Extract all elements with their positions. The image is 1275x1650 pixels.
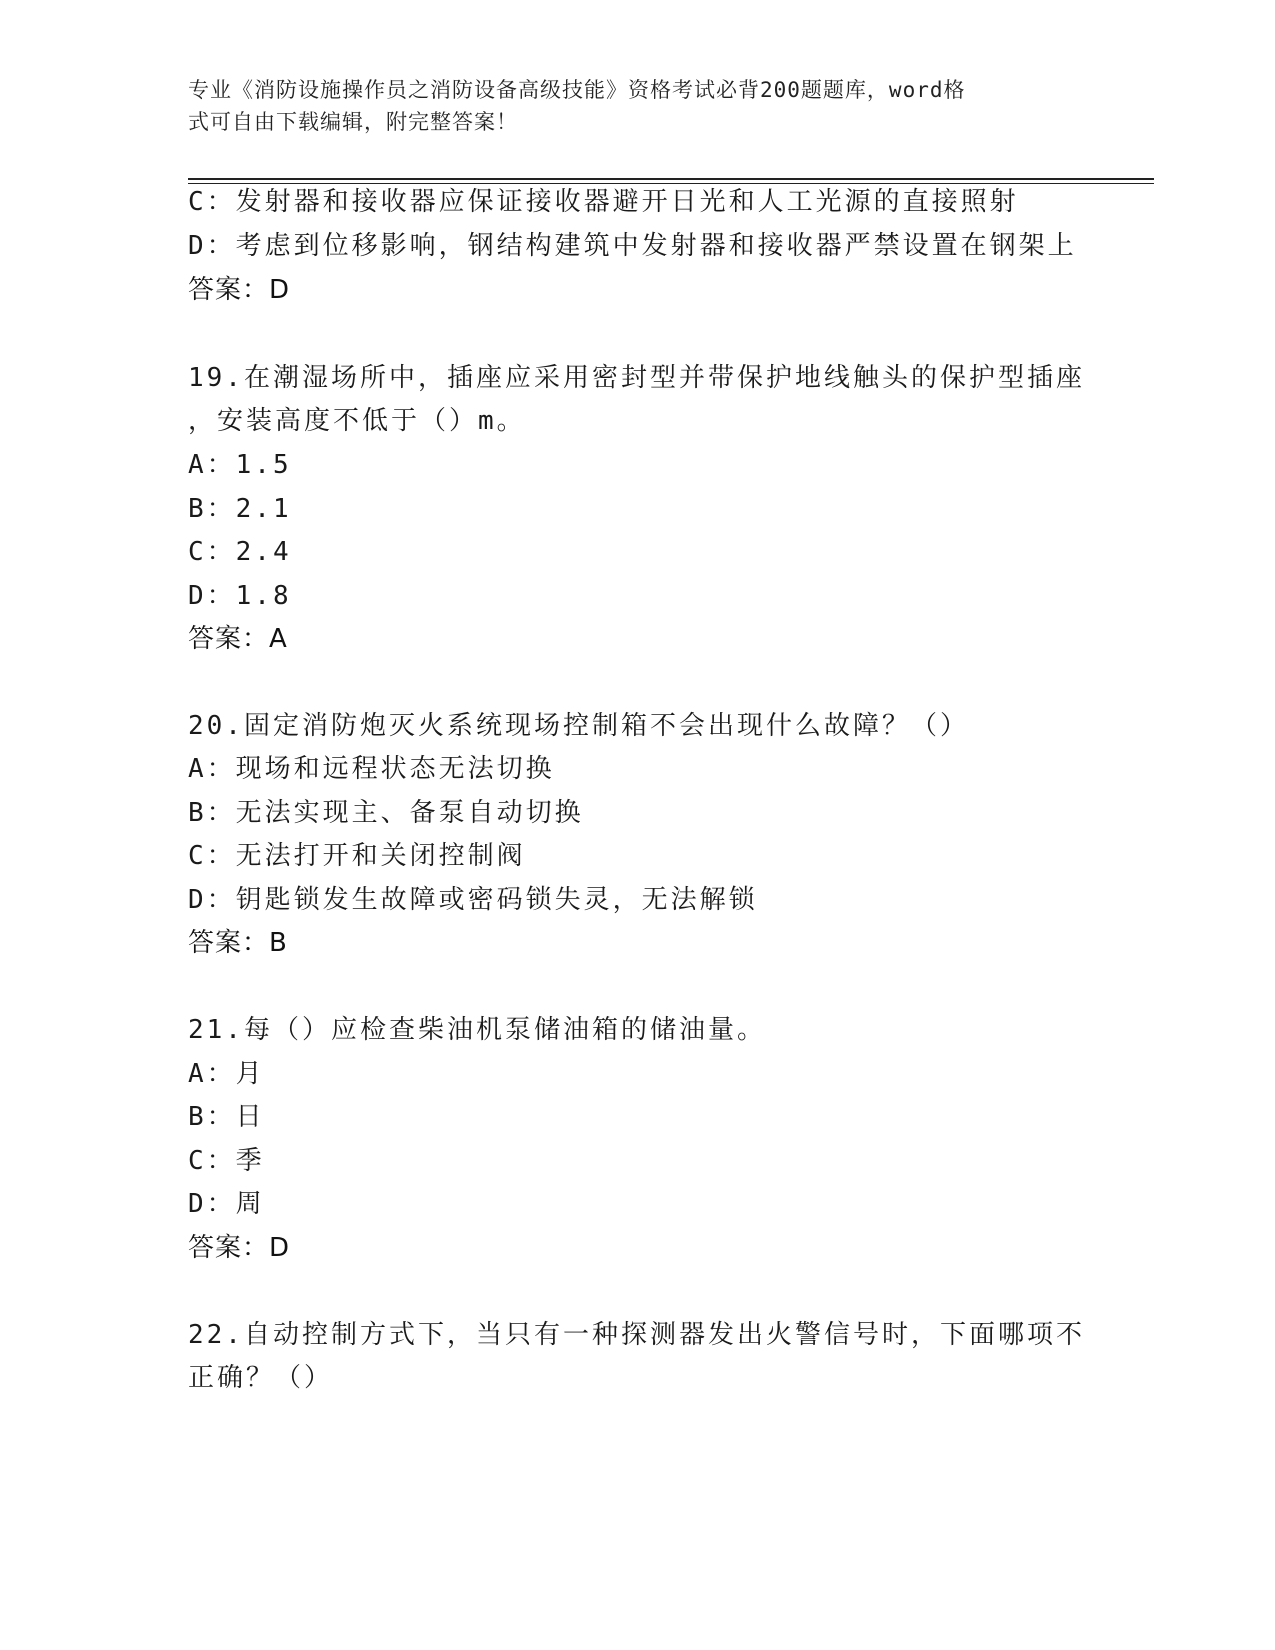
q20-stem-line-1: 20.固定消防炮灭火系统现场控制箱不会出现什么故障？（） (188, 711, 969, 741)
q21-option-b: B：日 (188, 1102, 265, 1132)
answer-label: 答案： (188, 624, 270, 654)
q21-option-d: D：周 (188, 1189, 265, 1219)
q19-option-a: A：1.5 (188, 450, 292, 480)
q22-stem-line-1: 22.自动控制方式下，当只有一种探测器发出火警信号时，下面哪项不 (188, 1320, 1085, 1350)
q20-option-b: B：无法实现主、备泵自动切换 (188, 798, 584, 828)
header-line-1: 专业《消防设施操作员之消防设备高级技能》资格考试必背200题题库，word格 (188, 78, 966, 102)
answer-value: A (269, 624, 287, 654)
answer-label: 答案： (188, 275, 270, 305)
q21-option-c: C：季 (188, 1146, 265, 1176)
answer-value: B (269, 928, 287, 958)
q19-stem-line-1: 19.在潮湿场所中，插座应采用密封型并带保护地线触头的保护型插座 (188, 363, 1085, 393)
answer-label: 答案： (188, 928, 270, 958)
q21-answer (188, 1232, 289, 1264)
q20-answer (188, 927, 287, 959)
q19-stem-line-2: ，安装高度不低于（）m。 (188, 406, 526, 436)
q20-option-d: D：钥匙锁发生故障或密码锁失灵，无法解锁 (188, 885, 758, 915)
answer-value: D (269, 275, 290, 305)
answer-value: D (269, 1233, 290, 1263)
prev-answer (188, 274, 289, 306)
q22-stem-line-2: 正确？（） (188, 1363, 334, 1393)
q19-option-d: D：1.8 (188, 581, 292, 611)
document-header (188, 74, 1068, 138)
q20-option-a: A：现场和远程状态无法切换 (188, 754, 555, 784)
q21-stem-line-1: 21.每（）应检查柴油机泵储油箱的储油量。 (188, 1015, 766, 1045)
q20-option-c: C：无法打开和关闭控制阀 (188, 841, 526, 871)
answer-label: 答案： (188, 1233, 270, 1263)
q19-option-c: C：2.4 (188, 537, 292, 567)
q21-option-a: A：月 (188, 1059, 265, 1089)
header-divider (188, 178, 1154, 180)
header-divider-thin (188, 183, 1154, 184)
q19-answer (188, 623, 287, 655)
q19-option-b: B：2.1 (188, 494, 292, 524)
header-line-2: 式可自由下载编辑，附完整答案！ (188, 110, 518, 134)
prev-option-d: D：考虑到位移影响，钢结构建筑中发射器和接收器严禁设置在钢架上 (188, 231, 1077, 261)
prev-option-c: C：发射器和接收器应保证接收器避开日光和人工光源的直接照射 (188, 187, 1019, 217)
